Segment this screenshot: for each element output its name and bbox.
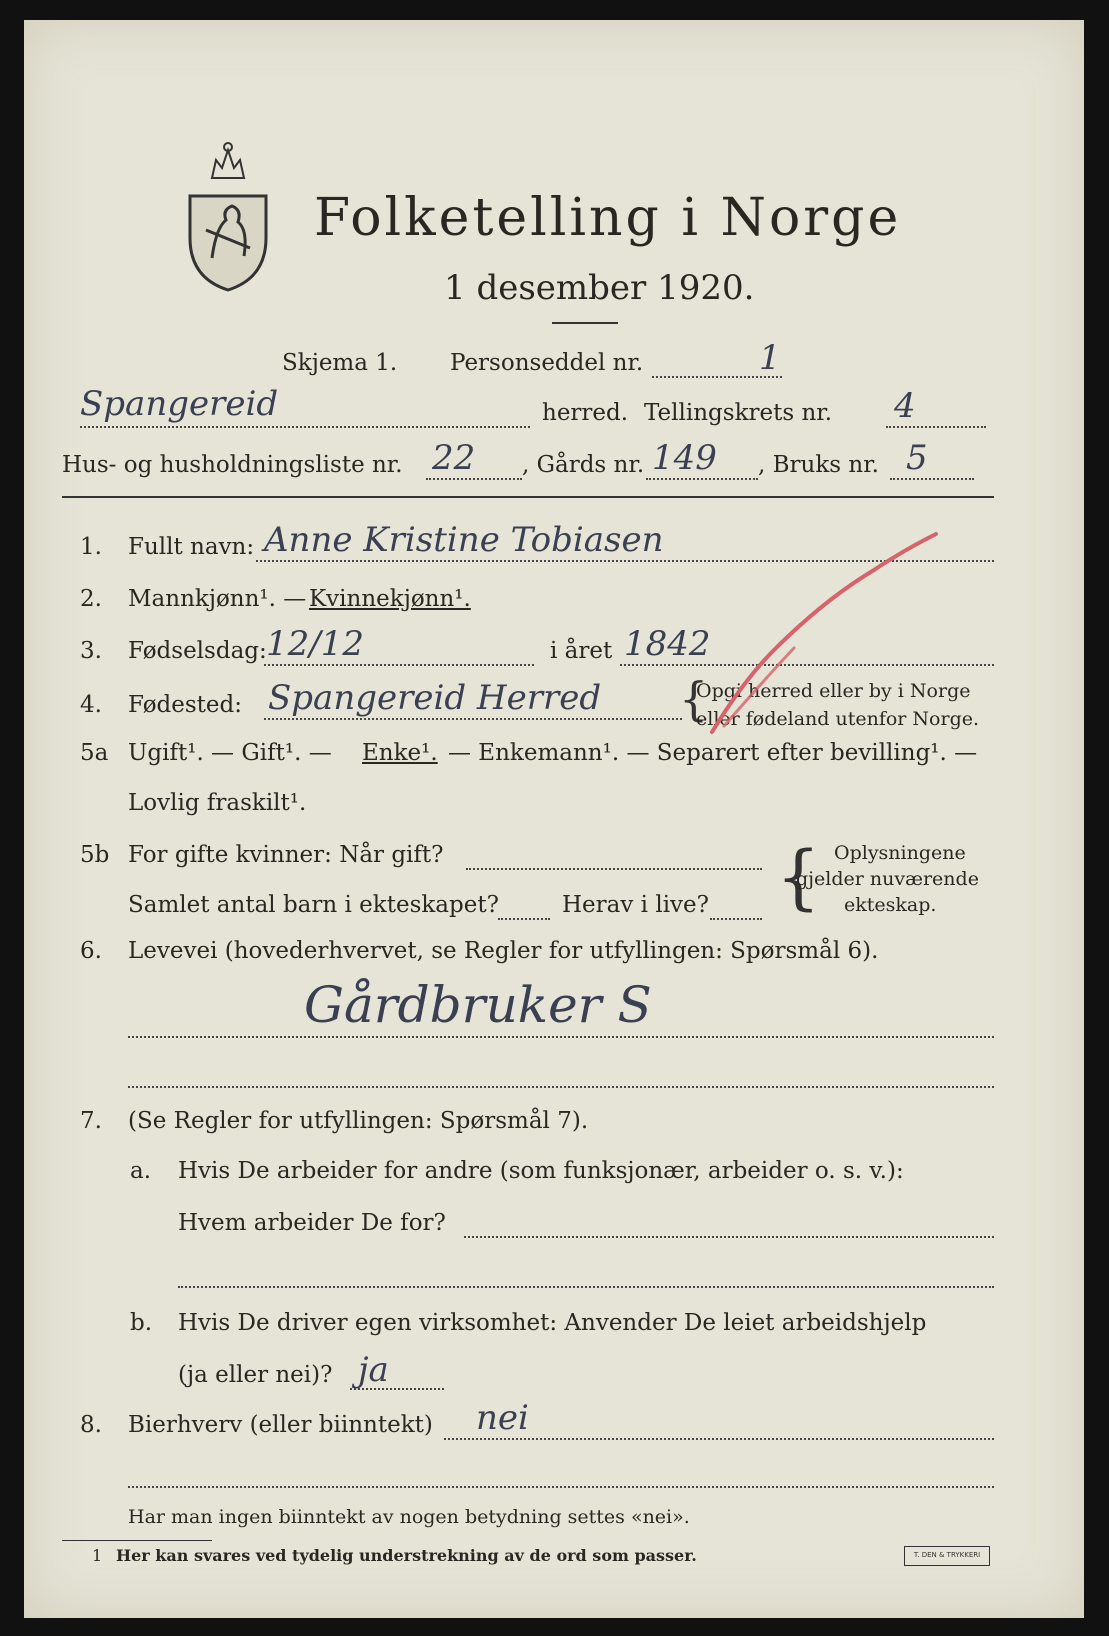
tellingskrets-line [886,426,986,428]
children-alive-line[interactable] [710,918,762,920]
marital-options-1[interactable]: Ugift¹. — Gift¹. — [128,740,332,766]
occupation-line-1 [128,1036,994,1038]
female-option[interactable]: Kvinnekjønn¹. [309,586,471,612]
full-name-value[interactable]: Anne Kristine Tobiasen [264,520,664,560]
birth-date-value[interactable]: 12/12 [266,624,364,664]
enke-option[interactable]: Enke¹. [362,740,438,766]
q4-label: Fødested: [128,692,243,718]
q7b-question: (ja eller nei)? [178,1362,333,1388]
marital-options-2[interactable]: — Enkemann¹. — Separert efter bevilling¹. — [448,740,978,766]
side-income-line-2 [128,1486,994,1488]
q5b-line-1: For gifte kvinner: Når gift? [128,842,444,868]
q5b-number: 5b [80,842,110,868]
bruks-line [890,478,974,480]
q6-label: Levevei (hovederhvervet, se Regler for utfyllingen: Spørsmål 6). [128,938,879,964]
q7a-letter: a. [130,1158,152,1184]
no-income-note: Har man ingen biinntekt av nogen betydning settes «nei». [128,1506,690,1528]
married-when-line[interactable] [466,868,762,870]
q5b-line-2b: Herav i live? [562,892,709,918]
husliste-label: Hus- og husholdningsliste nr. [62,452,403,478]
hired-help-value[interactable]: ja [358,1350,389,1390]
q8-number: 8. [80,1412,102,1438]
q7b-letter: b. [130,1310,153,1336]
birthplace-brace: { [679,672,709,726]
q8-label: Bierhverv (eller biinntekt) [128,1412,433,1438]
printer-stamp: T. DEN & TRYKKERI [904,1546,990,1566]
q7b-text: Hvis De driver egen virksomhet: Anvender De leiet arbeidshjelp [178,1310,927,1336]
birthplace-note-2: eller fødeland utenfor Norge. [696,708,980,730]
bruks-value[interactable]: 5 [906,438,928,478]
gaards-label: , Gårds nr. [522,452,645,478]
census-form [24,20,1084,1618]
coat-of-arms-icon [182,138,274,294]
form-title: Folketelling i Norge [314,188,902,248]
q5b-note-2: gjelder nuværende [796,868,979,890]
year-label: i året [550,638,613,664]
bruks-label: , Bruks nr. [758,452,879,478]
birth-year-value[interactable]: 1842 [624,624,711,664]
q5b-line-2a: Samlet antal barn i ekteskapet? [128,892,499,918]
q7-number: 7. [80,1108,102,1134]
q1-number: 1. [80,534,102,560]
occupation-line-2 [128,1086,994,1088]
q5b-note-1: Oplysningene [834,842,966,864]
herred-line [80,426,530,428]
footnote-number: 1 [92,1546,103,1565]
q5a-number: 5a [80,740,109,766]
marital-options-3[interactable]: Lovlig fraskilt¹. [128,790,307,816]
q7a-question: Hvem arbeider De for? [178,1210,446,1236]
occupation-value[interactable]: Gårdbruker S [304,976,652,1034]
side-income-value[interactable]: nei [476,1398,529,1438]
q7a-text: Hvis De arbeider for andre (som funksjonær, arbeider o. s. v.): [178,1158,904,1184]
header-divider [62,496,994,498]
personseddel-value[interactable]: 1 [759,338,781,378]
children-count-line[interactable] [498,918,550,920]
birthplace-note-1: Opgi herred eller by i Norge [696,680,971,702]
personseddel-label: Personseddel nr. [450,350,644,376]
red-check-mark-icon [704,530,944,740]
side-income-line-1 [444,1438,994,1440]
footnote-text: Her kan svares ved tydelig understrekning av de ord som passer. [116,1546,697,1565]
husliste-value[interactable]: 22 [432,438,476,478]
gaards-line [646,478,758,480]
q6-number: 6. [80,938,102,964]
tellingskrets-value[interactable]: 4 [894,386,916,426]
male-option[interactable]: Mannkjønn¹. — [128,586,307,612]
birth-date-line [264,664,534,666]
q1-label: Fullt navn: [128,534,255,560]
q7-label: (Se Regler for utfyllingen: Spørsmål 7). [128,1108,589,1134]
hired-help-line [350,1388,444,1390]
q3-number: 3. [80,638,102,664]
employer-line-1[interactable] [464,1236,994,1238]
q3-label: Fødselsdag: [128,638,267,664]
tellingskrets-label: Tellingskrets nr. [644,400,833,426]
q5b-brace: { [776,836,821,918]
gaards-value[interactable]: 149 [652,438,717,478]
husliste-line [426,478,522,480]
personseddel-line [652,376,782,378]
herred-label: herred. [542,400,629,426]
title-divider [552,322,618,324]
q5b-note-3: ekteskap. [844,894,937,916]
birthplace-line [264,718,682,720]
q4-number: 4. [80,692,102,718]
q2-number: 2. [80,586,102,612]
form-date: 1 desember 1920. [444,268,755,308]
birthplace-value[interactable]: Spangereid Herred [268,678,602,718]
skjema-label: Skjema 1. [282,350,398,376]
footnote-rule [62,1540,212,1541]
employer-line-2[interactable] [178,1286,994,1288]
herred-value[interactable]: Spangereid [80,384,279,424]
